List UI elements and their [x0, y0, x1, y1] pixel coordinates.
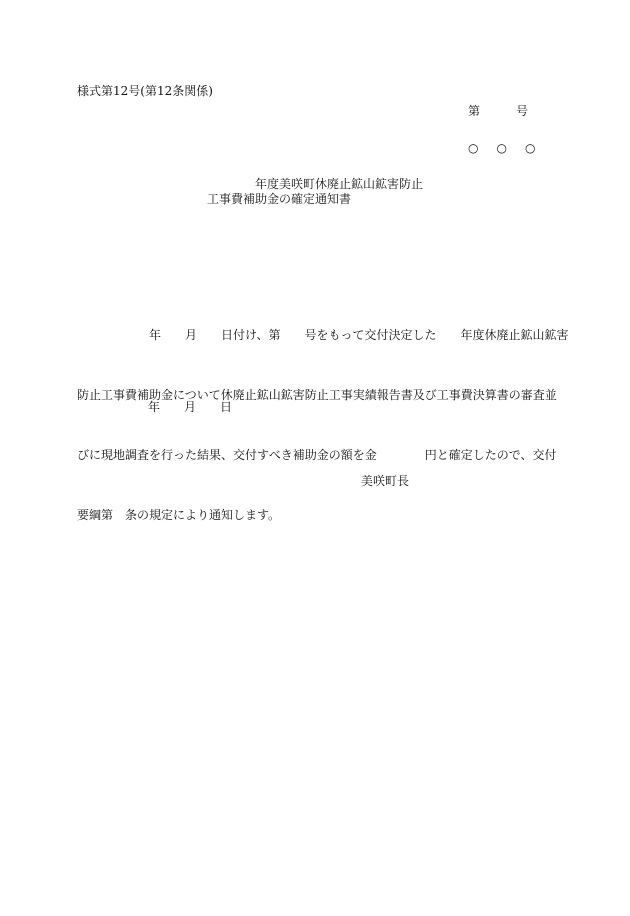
document-number: 第 号: [468, 104, 529, 118]
body-line: 防止工事費補助金について休廃止鉱山鉱害防止工事実績報告書及び工事費決算書の審査並: [77, 388, 557, 402]
document-title-line1: 年度美咲町休廃止鉱山鉱害防止: [255, 177, 424, 191]
issuer-mayor: 美咲町長: [361, 474, 410, 488]
notification-body: [77, 285, 569, 545]
issue-date: 年 月 日: [148, 400, 233, 414]
body-line: 要綱第 条の規定により通知します。: [77, 508, 281, 522]
form-label: 様式第12号(第12条関係): [77, 84, 213, 98]
body-line: 年 月 日付け、第 号をもって交付決定した 年度休廃止鉱山鉱害: [77, 328, 569, 342]
placeholder-circles: ○ ○ ○: [468, 141, 539, 155]
document-title-line2: 工事費補助金の確定通知書: [207, 192, 352, 206]
body-line: びに現地調査を行った結果、交付すべき補助金の額を金 円と確定したので、交付: [77, 448, 557, 462]
